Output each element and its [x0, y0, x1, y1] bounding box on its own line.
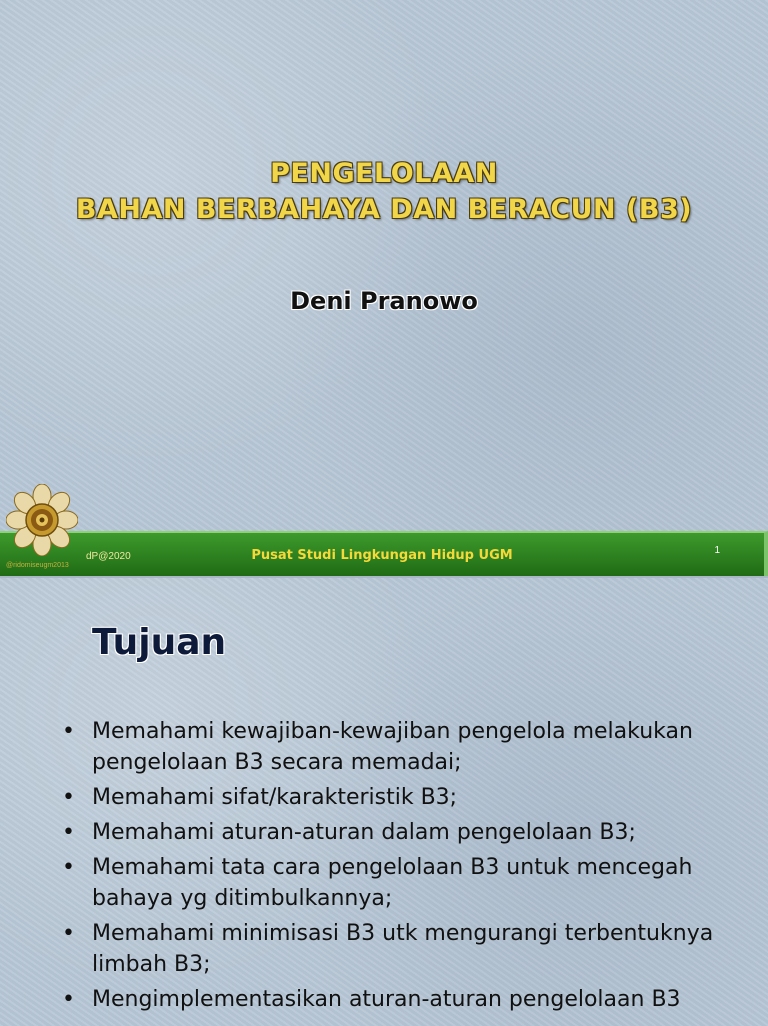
- list-item: [62, 918, 752, 980]
- bullet-icon: •: [62, 987, 75, 1012]
- list-item-text: Memahami minimisasi B3 utk mengurangi terbentuknya limbah B3;: [92, 921, 714, 977]
- list-item-text: Memahami aturan-aturan dalam pengelolaan B3;: [92, 820, 636, 845]
- list-item: [62, 782, 752, 813]
- slide-title: [0, 156, 768, 228]
- list-item: [62, 984, 752, 1015]
- list-item-text: Mengimplementasikan aturan-aturan pengelolaan B3: [92, 987, 681, 1012]
- bullet-icon: •: [62, 855, 75, 880]
- bullet-icon: •: [62, 820, 75, 845]
- bullet-icon: •: [62, 719, 75, 744]
- author-name: Deni Pranowo: [290, 287, 478, 315]
- footer-institution: Pusat Studi Lingkungan Hidup UGM: [251, 548, 513, 563]
- list-item-text: Memahami tata cara pengelolaan B3 untuk mencegah bahaya yg ditimbulkannya;: [92, 855, 693, 911]
- footer-bar: [0, 531, 768, 576]
- list-item-text: Memahami kewajiban-kewajiban pengelola melakukan pengelolaan B3 secara memadai;: [92, 719, 693, 775]
- page-number: 1: [714, 545, 720, 556]
- list-item: [62, 852, 752, 914]
- slide-heading: Tujuan: [92, 622, 227, 663]
- logo-caption: @ridomiseugm2013: [6, 562, 69, 569]
- title-line-2: BAHAN BERBAHAYA DAN BERACUN (B3): [75, 194, 693, 225]
- title-line-1: PENGELOLAAN: [270, 158, 498, 189]
- objectives-slide: [0, 576, 768, 1026]
- ugm-logo-icon: [6, 484, 78, 556]
- list-item: [62, 716, 752, 778]
- list-item-text: Memahami sifat/karakteristik B3;: [92, 785, 458, 810]
- list-item: [62, 817, 752, 848]
- bullet-icon: •: [62, 785, 75, 810]
- objectives-list: [62, 716, 752, 1019]
- footer-copyright: dP@2020: [86, 551, 131, 562]
- bullet-icon: •: [62, 921, 75, 946]
